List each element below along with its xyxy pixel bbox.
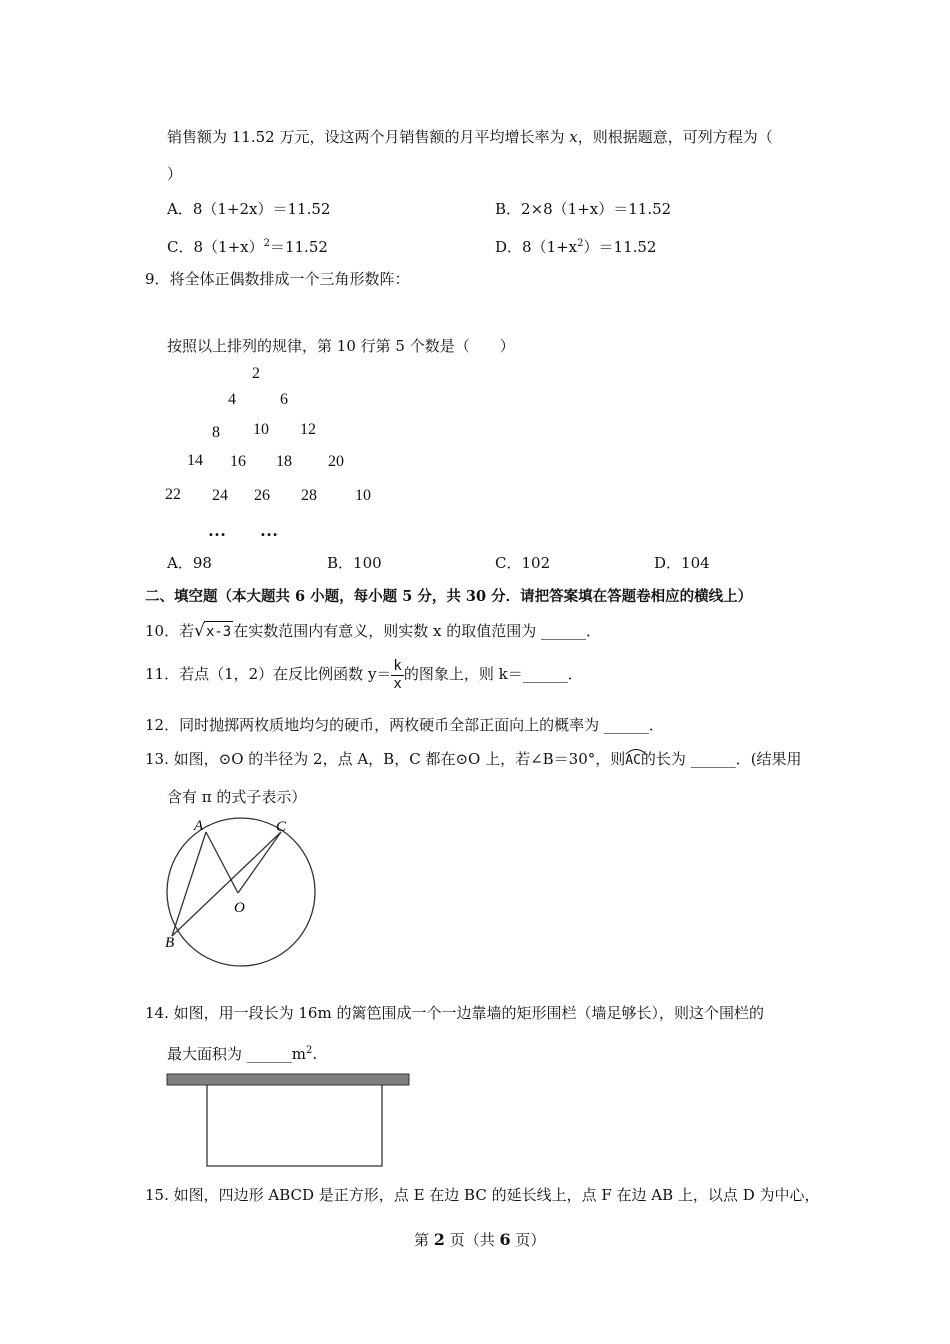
q14-line2-sup: 2 [306,1045,313,1056]
q9-question: 按照以上排列的规律，第 10 行第 5 个数是（ ） [167,337,515,355]
triangle-number: 28 [301,487,317,504]
triangle-number: 10 [253,421,269,438]
q8-continuation-line [167,127,773,147]
q8-option-b: B．2×8（1+x）＝11.52 [495,200,672,218]
q13 [145,749,802,771]
triangle-number: 6 [280,391,288,408]
q11-denominator: x [393,675,402,692]
q14-line2-pre: 最大面积为 ______m [167,1045,306,1063]
footer-mid: 页（共 [444,1231,500,1249]
triangle-number: 24 [212,487,228,504]
q9-option-a: A．98 [167,554,212,572]
arc-ac [625,751,641,771]
footer-total-pages: 6 [499,1230,511,1249]
q11-pre: 11．若点（1，2）在反比例函数 y＝ [145,665,392,683]
q8-option-a: A．8（1+2x）＝11.52 [167,200,331,218]
label-a: A [194,818,204,834]
label-c: C [276,819,287,835]
q9-stem: 9．将全体正偶数排成一个三角形数阵： [145,270,410,288]
q9-option-b: B．100 [327,554,382,572]
triangle-number: 8 [212,424,220,441]
q10-radicand: x-3 [204,621,233,642]
triangle-number: 2 [252,365,260,382]
segment-co [238,832,281,893]
q14-line2-post: . [312,1045,318,1063]
q8-option-c-sup: 2 [263,238,270,249]
q8-text-part2: ，则根据题意，可列方程为（ [577,128,773,146]
q11 [145,656,583,693]
wall [167,1074,409,1085]
q8-option-c-pre: C．8（1+x） [167,238,264,256]
q13-line2: 含有 π 的式子表示） [167,788,307,806]
triangle-number: 22 [165,486,181,503]
triangle-number: 26 [254,487,270,504]
triangle-number: 14 [187,452,203,469]
q8-option-d-pre: D．8（1+x [495,238,578,256]
q15: 15. 如图，四边形 ABCD 是正方形，点 E 在边 BC 的延长线上，点 F 在边 AB 上，以点 D 为中心， [145,1186,820,1204]
q13-arc-label: AC [625,753,641,768]
q9-option-c: C．102 [495,554,551,572]
q8-option-c-post: ＝11.52 [269,238,328,256]
q14-fence-figure [160,1070,420,1172]
q8-paren-close: ） [167,165,183,183]
q10-post: 在实数范围内有意义，则实数 x 的取值范围为 ______． [233,622,602,640]
circle-o [167,818,315,966]
triangle-number: 12 [300,421,316,438]
footer-post: 页） [510,1231,546,1249]
triangle-number: 16 [230,453,246,470]
triangle-number: 10 [355,487,371,504]
q8-var-x: x [569,128,578,146]
q11-fraction [391,658,403,693]
q8-option-d [495,234,656,257]
triangle-ellipsis: … [208,520,226,540]
label-b: B [165,935,175,951]
fence-rectangle [207,1085,382,1166]
q8-option-c [167,234,328,257]
q8-option-d-post: ）＝11.52 [583,238,657,256]
sqrt-sign: √ [194,621,205,641]
triangle-number: 20 [328,453,344,470]
q14-line2 [167,1041,317,1064]
triangle-ellipsis: … [260,520,278,540]
q11-post: 的图象上，则 k＝______． [403,665,583,683]
q10 [145,621,601,642]
q8-option-d-sup: 2 [577,238,584,249]
arc-mark-icon [625,747,647,755]
q13-circle-figure [158,812,328,972]
label-o: O [234,900,245,916]
q8-text-part1: 销售额为 11.52 万元，设这两个月销售额的月平均增长率为 [167,128,570,146]
q14-line1: 14. 如图，用一段长为 16m 的篱笆围成一个一边靠墙的矩形围栏（墙足够长），则这个围栏的 [145,1004,764,1022]
section2-heading: 二、填空题（本大题共 6 小题，每小题 5 分，共 30 分．请把答案填在答题卷相应的横线上） [145,588,753,605]
triangle-number: 18 [276,453,292,470]
footer-pre: 第 [414,1231,434,1249]
q12: 12．同时抛掷两枚质地均匀的硬币，两枚硬币全部正面向上的概率为 ______． [145,716,664,734]
triangle-number: 4 [228,391,236,408]
q11-numerator: k [393,657,402,674]
q13-pre: 13. 如图，⊙O 的半径为 2，点 A，B，C 都在⊙O 上，若∠B＝30°，则 [145,750,626,768]
segment-ao [206,832,238,893]
q10-pre: 10．若 [145,622,195,640]
footer-page-number: 2 [433,1230,445,1249]
q13-post: 的长为 ______．(结果用 [640,750,802,768]
q9-option-d: D．104 [654,554,710,572]
page-footer [414,1230,545,1250]
